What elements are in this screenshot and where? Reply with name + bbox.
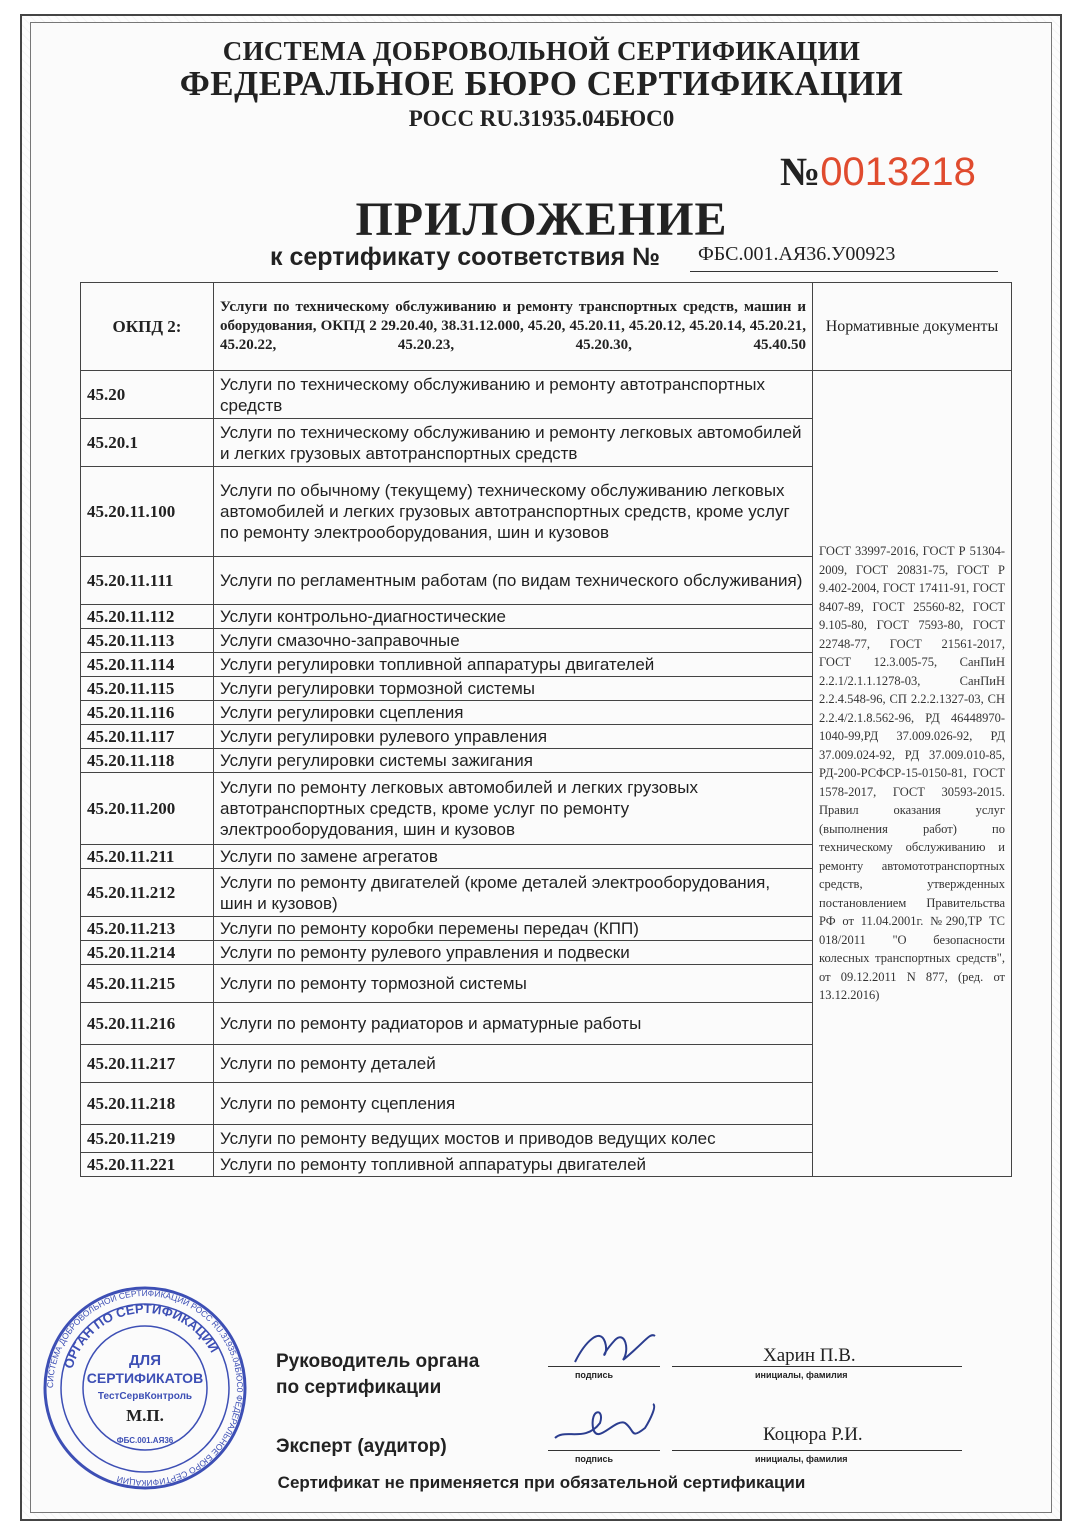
row-description: Услуги по ремонту рулевого управления и подвески: [214, 941, 813, 965]
row-code: 45.20.11.200: [81, 773, 214, 845]
row-code: 45.20.11.215: [81, 965, 214, 1003]
stamp-line2: СЕРТИФИКАТОВ: [86, 1370, 204, 1386]
row-code: 45.20.11.211: [81, 845, 214, 869]
row-description: Услуги по ремонту сцепления: [214, 1083, 813, 1125]
head-sign-caption: подпись: [575, 1370, 614, 1380]
norms-cell: ГОСТ 33997-2016, ГОСТ Р 51304-2009, ГОСТ 20831-75, ГОСТ Р 9.402-2004, ГОСТ 17411-91, ГОСТ 8407-89, ГОСТ 25560-82, ГОСТ 9.105-80, ГОСТ 7593-80, ГОСТ 22748-77, ГОСТ 21561-2017, ГОСТ 12.3.005-75, СанПиН 2.2.1/2.1.1.1278-03, СанПиН 2.2.4.548-96, СП 2.2.2.1327-03, СН 2.2.4/2.1.8.562-96, РД 46448970-1040-99,РД 37.009.026-92, РД 37.009.024-92, РД 37.009.010-85, РД-200-РСФСР-15-0150-81, ГОСТ 1578-2017, ГОСТ 30593-2015. Правил оказания услуг (выполнения работ) по техническому обслуживанию и ремонту автомототранспортных средств, утвержденных постановлением Правительства РФ от 11.04.2001г. №290,ТР ТС 018/2011 "О безопасности колесных транспортных средств", от 09.12.2011 N 877, (ред. от 13.12.2016): [813, 371, 1012, 1177]
row-code: 45.20.11.217: [81, 1045, 214, 1083]
form-number: [780, 148, 976, 195]
table-row: [81, 371, 1012, 419]
stamp-seal: [40, 1283, 250, 1493]
table-body: [81, 371, 1012, 1177]
expert-sign-caption: подпись: [575, 1454, 614, 1464]
row-code: 45.20.11.212: [81, 869, 214, 917]
row-code: 45.20.11.221: [81, 1153, 214, 1177]
row-code: 45.20: [81, 371, 214, 419]
row-code: 45.20.11.118: [81, 749, 214, 773]
number-sign: №: [780, 149, 821, 194]
row-code: 45.20.1: [81, 419, 214, 467]
header-registration-code: РОСС RU.31935.04БЮС0: [408, 106, 675, 131]
row-description: Услуги по регламентным работам (по видам технического обслуживания): [214, 557, 813, 605]
row-code: 45.20.11.218: [81, 1083, 214, 1125]
form-number-value: 0013218: [820, 150, 976, 194]
stamp-mp: М.П.: [126, 1406, 164, 1425]
row-description: Услуги по ремонту деталей: [214, 1045, 813, 1083]
header-description: Услуги по техническому обслуживанию и ремонту транспортных средств, машин и оборудования, ОКПД 2 29.20.40, 38.31.12.000, 45.20, 45.20.11, 45.20.12, 45.20.14, 45.20.21, 45.20.22, 45.20.23, 45.20.30, 45.40.50: [214, 283, 813, 371]
expert-signature: [545, 1398, 665, 1453]
row-description: Услуги по ремонту легковых автомобилей и легких грузовых автотранспортных средств, кроме услуг по ремонту электрооборудования, шин и кузовов: [214, 773, 813, 845]
expert-sign-line: [548, 1450, 660, 1451]
row-code: 45.20.11.213: [81, 917, 214, 941]
head-signature: [555, 1322, 665, 1372]
header-bureau-title: ФЕДЕРАЛЬНОЕ БЮРО СЕРТИФИКАЦИИ: [179, 64, 904, 103]
row-code: 45.20.11.214: [81, 941, 214, 965]
row-description: Услуги регулировки системы зажигания: [214, 749, 813, 773]
header-system-title: СИСТЕМА ДОБРОВОЛЬНОЙ СЕРТИФИКАЦИИ: [222, 36, 861, 66]
row-description: Услуги по ремонту тормозной системы: [214, 965, 813, 1003]
row-description: Услуги по техническому обслуживанию и ремонту автотранспортных средств: [214, 371, 813, 419]
row-code: 45.20.11.115: [81, 677, 214, 701]
row-code: 45.20.11.100: [81, 467, 214, 557]
row-code: 45.20.11.112: [81, 605, 214, 629]
head-label-2: по сертификации: [276, 1377, 442, 1398]
row-code: 45.20.11.116: [81, 701, 214, 725]
head-label-1: Руководитель органа: [276, 1351, 480, 1372]
stamp-ring-text: ОРГАН ПО СЕРТИФИКАЦИИ: [60, 1300, 223, 1371]
table-header-row: [81, 283, 1012, 371]
head-name: Харин П.В.: [763, 1345, 856, 1366]
row-code: 45.20.11.219: [81, 1125, 214, 1153]
row-description: Услуги по ремонту двигателей (кроме деталей электрооборудования, шин и кузовов): [214, 869, 813, 917]
expert-label: Эксперт (аудитор): [276, 1436, 447, 1457]
stamp-line1: ДЛЯ: [129, 1352, 161, 1369]
row-description: Услуги регулировки рулевого управления: [214, 725, 813, 749]
head-name-caption: инициалы, фамилия: [755, 1370, 848, 1380]
stamp-outer-text: СИСТЕМА ДОБРОВОЛЬНОЙ СЕРТИФИКАЦИИ РОСС RU.31935.04БЮС0 ФЕДЕРАЛЬНОЕ БЮРО СЕРТИФИКАЦИИ: [44, 1287, 246, 1489]
expert-name: Коцюра Р.И.: [763, 1424, 863, 1445]
header-norms: Нормативные документы: [813, 283, 1012, 371]
row-description: Услуги регулировки сцепления: [214, 701, 813, 725]
page-title: ПРИЛОЖЕНИЕ: [355, 193, 728, 246]
stamp-line3: ТестСервКонтроль: [97, 1391, 193, 1402]
row-code: 45.20.11.117: [81, 725, 214, 749]
head-sign-line: [548, 1366, 660, 1367]
page-subtitle: к сертификату соответствия №: [270, 243, 661, 271]
footer-note: Сертификат не применяется при обязательной сертификации: [277, 1473, 806, 1492]
row-description: Услуги по ремонту ведущих мостов и приводов ведущих колес: [214, 1125, 813, 1153]
row-description: Услуги смазочно-заправочные: [214, 629, 813, 653]
services-table: [80, 282, 1012, 1177]
row-description: Услуги по ремонту топливной аппаратуры двигателей: [214, 1153, 813, 1177]
row-description: Услуги по ремонту коробки перемены передач (КПП): [214, 917, 813, 941]
header-code: ОКПД 2:: [81, 283, 214, 371]
row-code: 45.20.11.216: [81, 1003, 214, 1045]
certificate-number: ФБС.001.АЯ36.У00923: [690, 240, 998, 272]
row-code: 45.20.11.111: [81, 557, 214, 605]
expert-name-caption: инициалы, фамилия: [755, 1454, 848, 1464]
row-description: Услуги регулировки топливной аппаратуры двигателей: [214, 653, 813, 677]
row-description: Услуги по замене агрегатов: [214, 845, 813, 869]
stamp-bottom-code: ФБС.001.АЯ36: [116, 1436, 174, 1445]
row-code: 45.20.11.114: [81, 653, 214, 677]
row-description: Услуги контрольно-диагностические: [214, 605, 813, 629]
expert-name-line: [672, 1450, 962, 1451]
row-description: Услуги по обычному (текущему) техническому обслуживанию легковых автомобилей и легких грузовых автотранспортных средств, кроме услуг по ремонту электрооборудования, шин и кузовов: [214, 467, 813, 557]
row-description: Услуги регулировки тормозной системы: [214, 677, 813, 701]
row-description: Услуги по ремонту радиаторов и арматурные работы: [214, 1003, 813, 1045]
row-code: 45.20.11.113: [81, 629, 214, 653]
row-description: Услуги по техническому обслуживанию и ремонту легковых автомобилей и легких грузовых автотранспортных средств: [214, 419, 813, 467]
